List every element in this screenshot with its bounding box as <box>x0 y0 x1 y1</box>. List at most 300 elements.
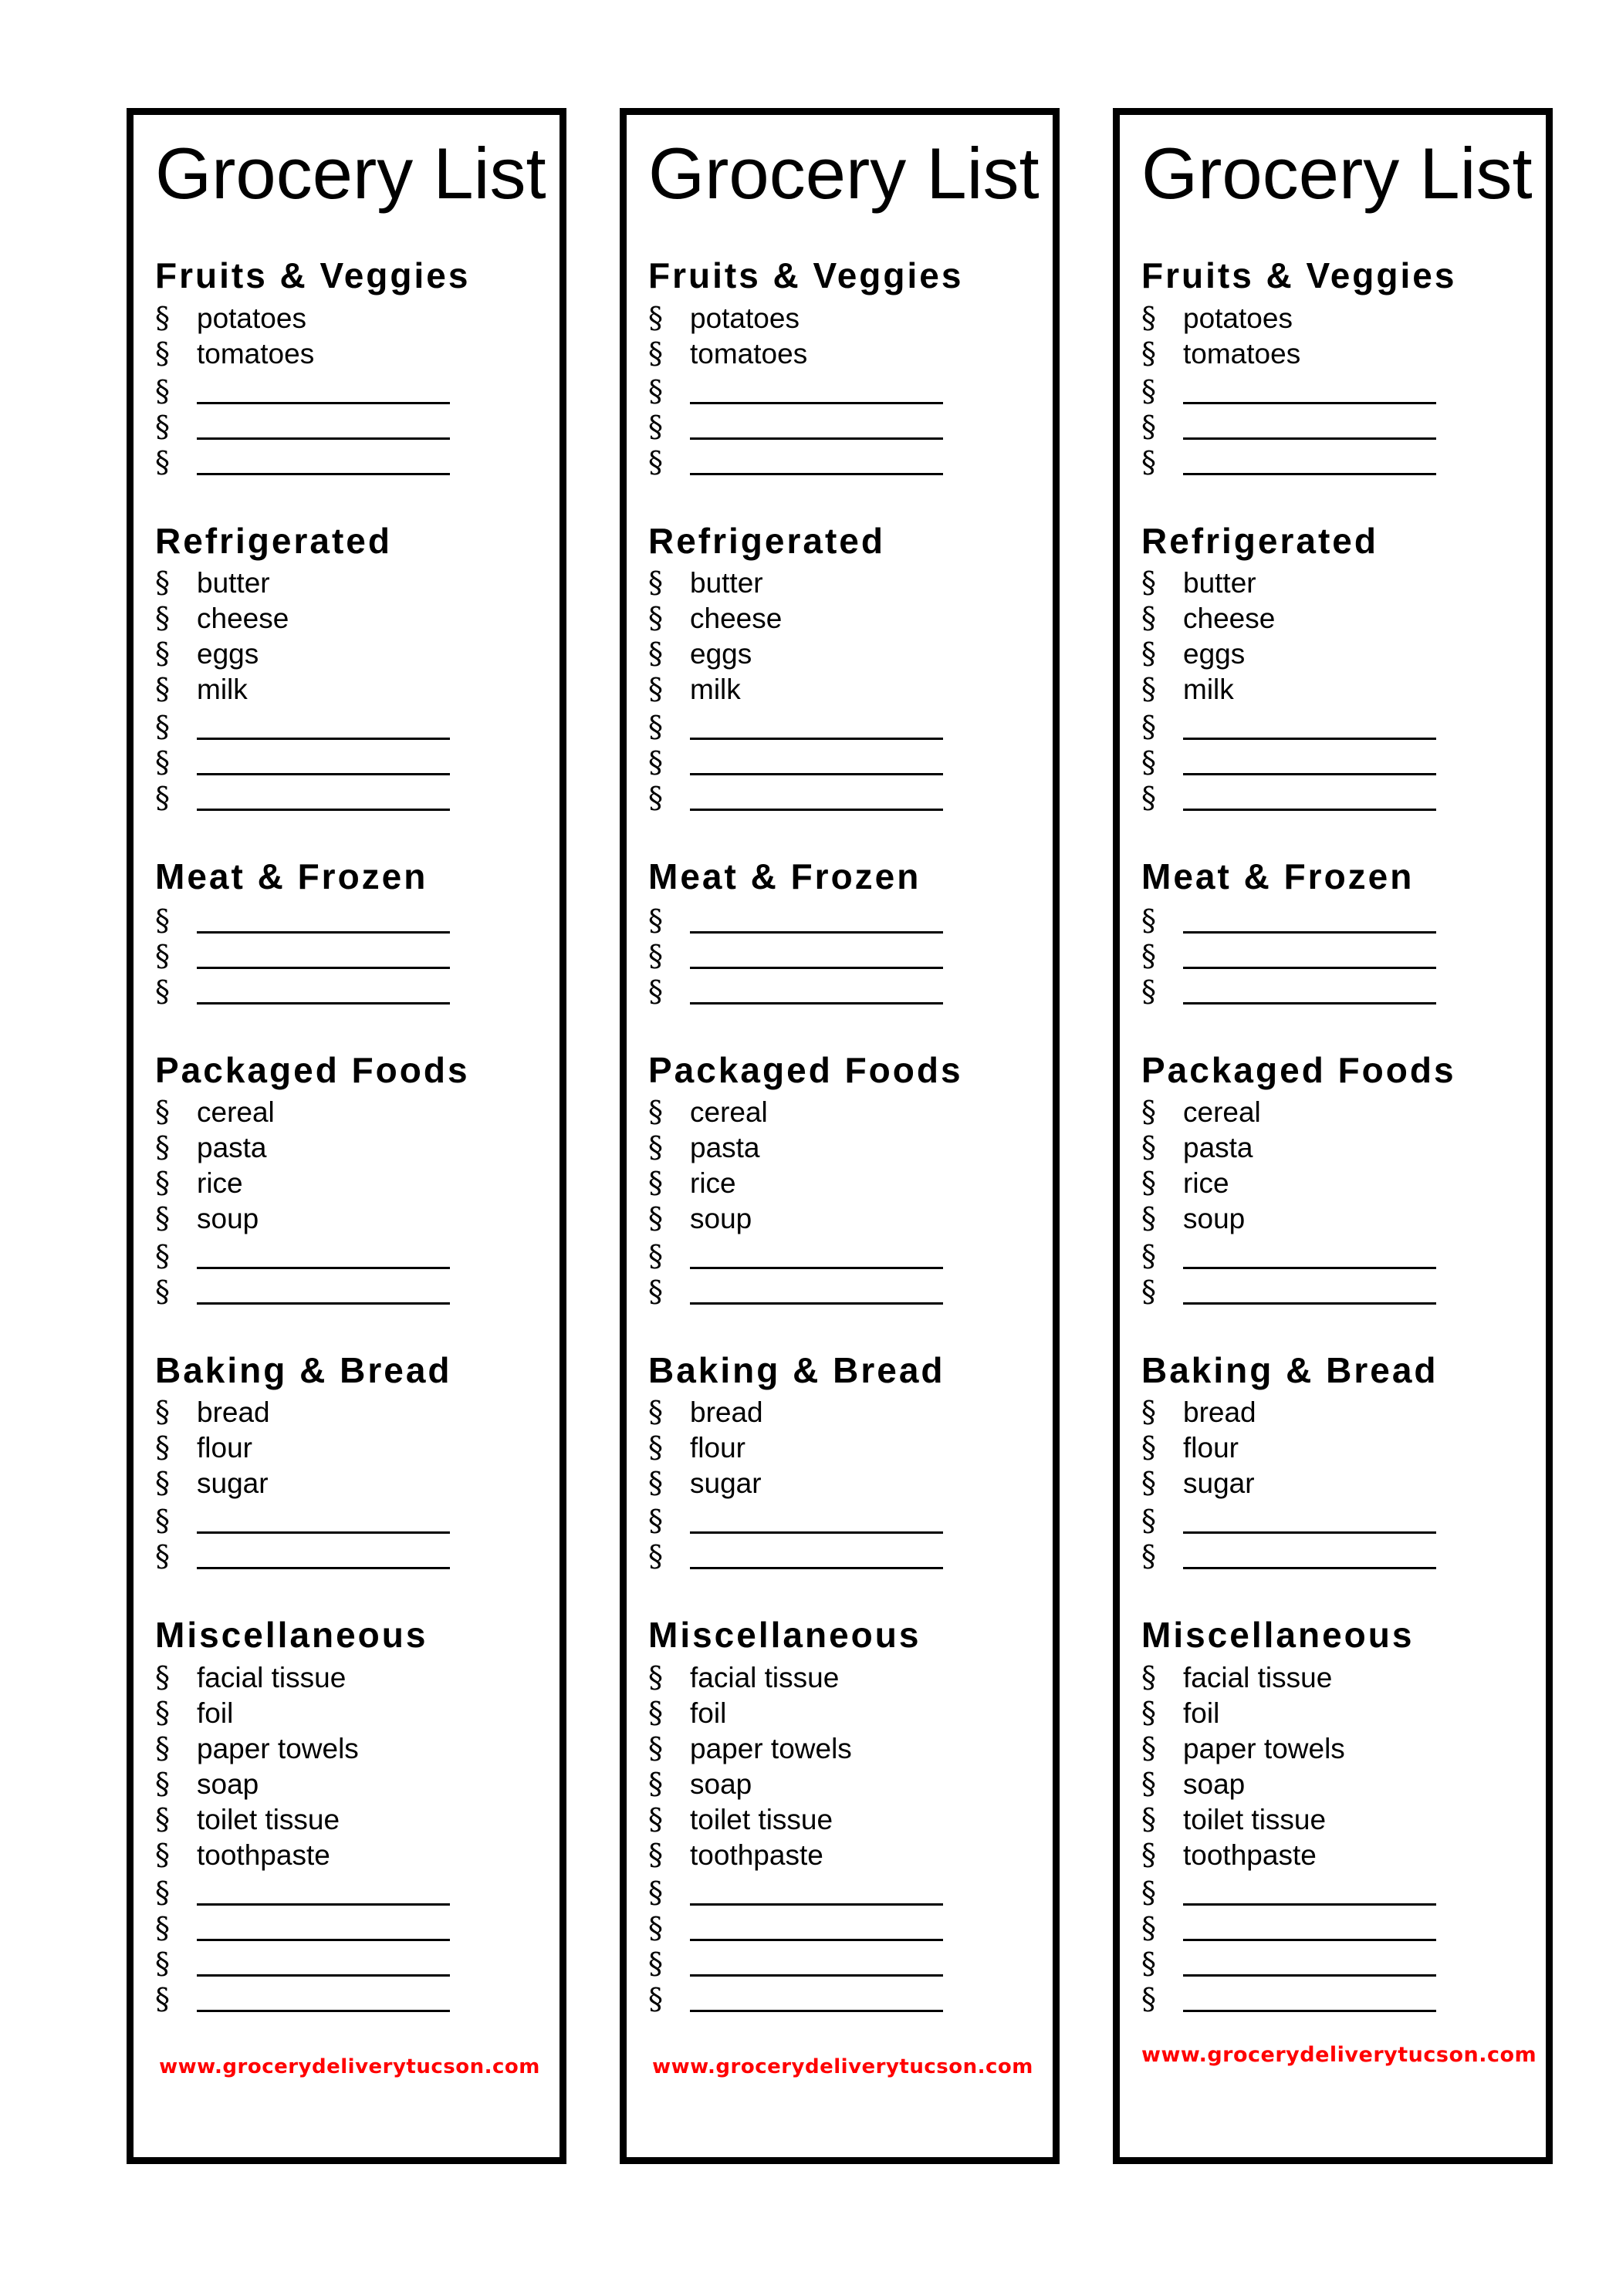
list-item <box>155 1696 544 1731</box>
section-sign-bullet-icon: § <box>648 600 663 635</box>
item-label: cheese <box>690 602 783 634</box>
card-title: Grocery List <box>1141 133 1533 214</box>
blank-list-item <box>1141 1980 1530 2015</box>
list-item <box>648 301 1037 336</box>
blank-list-item <box>155 372 544 407</box>
grocery-list-card <box>1113 108 1553 2164</box>
write-in-line <box>1183 1974 1436 1977</box>
section-sign-bullet-icon: § <box>155 780 170 815</box>
section-sign-bullet-icon: § <box>1141 1095 1156 1129</box>
item-label: toilet tissue <box>197 1803 340 1835</box>
blank-list-item <box>155 1272 544 1308</box>
section-sign-bullet-icon: § <box>155 1837 170 1872</box>
list-item <box>155 566 544 601</box>
item-label: rice <box>690 1167 736 1200</box>
list-item <box>648 1395 1037 1430</box>
blank-list-item <box>648 1237 1037 1272</box>
section-sign-bullet-icon: § <box>155 903 170 938</box>
section-title: Packaged Foods <box>648 1049 963 1090</box>
card-title: Grocery List <box>155 133 546 214</box>
section-sign-bullet-icon: § <box>1141 1466 1156 1501</box>
section-sign-bullet-icon: § <box>648 636 663 670</box>
list-item <box>1141 1095 1530 1130</box>
write-in-line <box>197 1567 450 1569</box>
section <box>1141 1614 1530 2014</box>
section-title: Meat & Frozen <box>1141 856 1415 896</box>
blank-list-item <box>648 972 1037 1008</box>
write-in-line <box>197 967 450 969</box>
item-label: tomatoes <box>1183 337 1301 370</box>
section-sign-bullet-icon: § <box>648 1466 663 1501</box>
item-label: toothpaste <box>197 1838 330 1871</box>
section-title: Refrigerated <box>648 520 885 561</box>
section-sign-bullet-icon: § <box>155 709 170 744</box>
section-sign-bullet-icon: § <box>155 1466 170 1501</box>
item-label: eggs <box>690 637 752 670</box>
write-in-line <box>197 402 450 404</box>
write-in-line <box>690 1302 943 1305</box>
write-in-line <box>690 1567 943 1569</box>
section-title: Fruits & Veggies <box>1141 255 1457 296</box>
section-items <box>1141 1095 1530 1308</box>
write-in-line <box>1183 1567 1436 1569</box>
list-item <box>648 1731 1037 1767</box>
list-item <box>1141 336 1530 372</box>
list-item <box>648 1696 1037 1731</box>
blank-list-item <box>1141 1909 1530 1944</box>
list-item <box>648 1130 1037 1166</box>
blank-list-item <box>1141 901 1530 937</box>
blank-list-item <box>155 1980 544 2015</box>
blank-list-item <box>155 407 544 443</box>
section-sign-bullet-icon: § <box>155 1275 170 1309</box>
list-item <box>155 1802 544 1838</box>
item-label: rice <box>197 1167 243 1200</box>
list-item <box>648 636 1037 672</box>
item-label: flour <box>690 1432 745 1464</box>
blank-list-item <box>155 443 544 478</box>
section <box>648 1349 1037 1572</box>
section-sign-bullet-icon: § <box>1141 1275 1156 1309</box>
section-sign-bullet-icon: § <box>648 409 663 444</box>
blank-list-item <box>1141 443 1530 478</box>
blank-list-item <box>1141 1237 1530 1272</box>
item-label: pasta <box>197 1132 267 1164</box>
blank-list-item <box>1141 972 1530 1008</box>
section-sign-bullet-icon: § <box>648 444 663 479</box>
section <box>155 1049 544 1308</box>
list-item <box>155 601 544 636</box>
item-label: flour <box>197 1432 252 1464</box>
section-sign-bullet-icon: § <box>1141 1981 1156 2016</box>
section-sign-bullet-icon: § <box>648 1095 663 1129</box>
item-label: foil <box>690 1697 727 1729</box>
section-sign-bullet-icon: § <box>648 1201 663 1236</box>
section-sign-bullet-icon: § <box>1141 1166 1156 1200</box>
section-title: Baking & Bread <box>1141 1350 1439 1391</box>
write-in-line <box>197 809 450 811</box>
section-items <box>155 1660 544 2015</box>
write-in-line <box>1183 931 1436 934</box>
section-items <box>1141 301 1530 478</box>
item-label: milk <box>690 673 741 705</box>
write-in-line <box>1183 1267 1436 1269</box>
item-label: soup <box>690 1203 752 1235</box>
section <box>155 1349 544 1572</box>
section-sign-bullet-icon: § <box>1141 1837 1156 1872</box>
write-in-line <box>197 473 450 475</box>
section-sign-bullet-icon: § <box>1141 409 1156 444</box>
section-sign-bullet-icon: § <box>155 1539 170 1574</box>
section-sign-bullet-icon: § <box>155 636 170 670</box>
blank-list-item <box>648 1873 1037 1909</box>
section-sign-bullet-icon: § <box>155 1201 170 1236</box>
section-sign-bullet-icon: § <box>1141 1539 1156 1574</box>
grocery-list-card <box>127 108 566 2164</box>
section-title: Meat & Frozen <box>648 856 921 896</box>
section-sign-bullet-icon: § <box>1141 1660 1156 1694</box>
grocery-list-card <box>620 108 1060 2164</box>
write-in-line <box>197 1302 450 1305</box>
write-in-line <box>690 738 943 740</box>
item-label: bread <box>690 1396 763 1429</box>
item-label: pasta <box>1183 1132 1253 1164</box>
list-item <box>1141 1201 1530 1237</box>
write-in-line <box>1183 473 1436 475</box>
section-sign-bullet-icon: § <box>155 1239 170 1274</box>
section <box>1141 255 1530 478</box>
section-sign-bullet-icon: § <box>648 1395 663 1430</box>
item-label: bread <box>197 1396 270 1429</box>
section-sign-bullet-icon: § <box>648 1837 663 1872</box>
card-sections <box>648 213 1037 2014</box>
blank-list-item <box>648 1944 1037 1980</box>
section-sign-bullet-icon: § <box>648 1730 663 1765</box>
blank-list-item <box>648 707 1037 743</box>
section-sign-bullet-icon: § <box>648 1239 663 1274</box>
item-label: toilet tissue <box>690 1803 833 1835</box>
write-in-line <box>197 437 450 440</box>
section-title: Fruits & Veggies <box>648 255 964 296</box>
section-sign-bullet-icon: § <box>648 974 663 1009</box>
list-item <box>155 1095 544 1130</box>
section <box>648 1049 1037 1308</box>
section-items <box>155 1395 544 1572</box>
section-title: Baking & Bread <box>155 1350 452 1391</box>
list-item <box>1141 566 1530 601</box>
section-sign-bullet-icon: § <box>1141 300 1156 335</box>
list-item <box>1141 1395 1530 1430</box>
section-sign-bullet-icon: § <box>1141 636 1156 670</box>
write-in-line <box>690 967 943 969</box>
blank-list-item <box>155 1537 544 1572</box>
section <box>1141 520 1530 814</box>
section-sign-bullet-icon: § <box>648 903 663 938</box>
item-label: butter <box>197 566 270 599</box>
section-sign-bullet-icon: § <box>155 409 170 444</box>
section <box>1141 1349 1530 1572</box>
blank-list-item <box>648 1501 1037 1537</box>
section-sign-bullet-icon: § <box>648 1504 663 1538</box>
item-label: soup <box>197 1203 259 1235</box>
section-sign-bullet-icon: § <box>648 1801 663 1836</box>
write-in-line <box>1183 809 1436 811</box>
list-item <box>648 1466 1037 1501</box>
card-sections <box>155 213 544 2014</box>
write-in-line <box>690 1974 943 1977</box>
list-item <box>648 1660 1037 1696</box>
write-in-line <box>197 1974 450 1977</box>
section-items <box>648 1660 1037 2015</box>
section-sign-bullet-icon: § <box>155 1504 170 1538</box>
section-sign-bullet-icon: § <box>155 444 170 479</box>
list-item <box>155 1166 544 1201</box>
write-in-line <box>197 738 450 740</box>
card-sections <box>1141 213 1530 2014</box>
write-in-line <box>197 2010 450 2012</box>
item-label: cheese <box>197 602 289 634</box>
section-sign-bullet-icon: § <box>155 1946 170 1980</box>
section-sign-bullet-icon: § <box>1141 709 1156 744</box>
write-in-line <box>1183 1002 1436 1004</box>
blank-list-item <box>1141 707 1530 743</box>
list-item <box>1141 636 1530 672</box>
section-sign-bullet-icon: § <box>1141 1875 1156 1909</box>
list-item <box>1141 1130 1530 1166</box>
write-in-line <box>197 1531 450 1534</box>
list-item <box>1141 672 1530 707</box>
section-sign-bullet-icon: § <box>648 1660 663 1694</box>
list-item <box>1141 301 1530 336</box>
section-sign-bullet-icon: § <box>1141 444 1156 479</box>
list-item <box>648 1802 1037 1838</box>
section <box>155 856 544 1008</box>
write-in-line <box>690 1903 943 1906</box>
write-in-line <box>1183 402 1436 404</box>
list-item <box>155 1767 544 1802</box>
blank-list-item <box>648 1980 1037 2015</box>
list-item <box>155 1395 544 1430</box>
blank-list-item <box>1141 372 1530 407</box>
blank-list-item <box>648 1909 1037 1944</box>
section-sign-bullet-icon: § <box>155 373 170 408</box>
list-item <box>1141 601 1530 636</box>
section-title: Miscellaneous <box>648 1615 921 1656</box>
footer-url: www.grocerydeliverytucson.com <box>652 2055 1033 2078</box>
section-sign-bullet-icon: § <box>155 1801 170 1836</box>
item-label: cheese <box>1183 602 1276 634</box>
item-label: potatoes <box>690 302 800 334</box>
blank-list-item <box>155 1909 544 1944</box>
blank-list-item <box>648 743 1037 778</box>
section-sign-bullet-icon: § <box>1141 336 1156 370</box>
blank-list-item <box>648 937 1037 972</box>
write-in-line <box>690 473 943 475</box>
section-items <box>1141 1660 1530 2015</box>
write-in-line <box>197 773 450 775</box>
section-title: Baking & Bread <box>648 1350 945 1391</box>
section-sign-bullet-icon: § <box>1141 1239 1156 1274</box>
item-label: milk <box>197 673 248 705</box>
item-label: cereal <box>197 1096 275 1129</box>
item-label: bread <box>1183 1396 1256 1429</box>
list-item <box>1141 1802 1530 1838</box>
section-sign-bullet-icon: § <box>648 1166 663 1200</box>
item-label: toilet tissue <box>1183 1803 1327 1835</box>
section-sign-bullet-icon: § <box>1141 1201 1156 1236</box>
section-sign-bullet-icon: § <box>648 780 663 815</box>
section-sign-bullet-icon: § <box>648 671 663 706</box>
section-sign-bullet-icon: § <box>155 1910 170 1945</box>
write-in-line <box>197 1002 450 1004</box>
write-in-line <box>1183 1939 1436 1941</box>
write-in-line <box>197 1903 450 1906</box>
section-items <box>155 901 544 1008</box>
section-sign-bullet-icon: § <box>648 336 663 370</box>
item-label: paper towels <box>690 1732 852 1764</box>
blank-list-item <box>648 901 1037 937</box>
section-sign-bullet-icon: § <box>1141 671 1156 706</box>
write-in-line <box>1183 967 1436 969</box>
list-item <box>648 1838 1037 1873</box>
blank-list-item <box>648 407 1037 443</box>
section-sign-bullet-icon: § <box>155 1166 170 1200</box>
section <box>648 856 1037 1008</box>
item-label: milk <box>1183 673 1234 705</box>
section-sign-bullet-icon: § <box>648 745 663 779</box>
section-items <box>648 301 1037 478</box>
write-in-line <box>690 1267 943 1269</box>
write-in-line <box>1183 773 1436 775</box>
section-sign-bullet-icon: § <box>648 939 663 974</box>
section-sign-bullet-icon: § <box>155 1130 170 1165</box>
item-label: eggs <box>1183 637 1246 670</box>
section-items <box>155 566 544 814</box>
blank-list-item <box>155 1501 544 1537</box>
section-sign-bullet-icon: § <box>648 709 663 744</box>
write-in-line <box>690 402 943 404</box>
list-item <box>1141 1466 1530 1501</box>
section-items <box>648 1095 1037 1308</box>
blank-list-item <box>648 1272 1037 1308</box>
section-sign-bullet-icon: § <box>1141 1910 1156 1945</box>
item-label: sugar <box>690 1467 762 1500</box>
list-item <box>155 1731 544 1767</box>
item-label: soup <box>1183 1203 1246 1235</box>
section-sign-bullet-icon: § <box>155 336 170 370</box>
section-title: Packaged Foods <box>1141 1049 1456 1090</box>
item-label: tomatoes <box>197 337 315 370</box>
item-label: paper towels <box>197 1732 359 1764</box>
section-sign-bullet-icon: § <box>155 1095 170 1129</box>
section-title: Refrigerated <box>155 520 392 561</box>
list-item <box>648 566 1037 601</box>
blank-list-item <box>1141 937 1530 972</box>
section-sign-bullet-icon: § <box>1141 1801 1156 1836</box>
blank-list-item <box>155 972 544 1008</box>
section-sign-bullet-icon: § <box>1141 1766 1156 1801</box>
section-sign-bullet-icon: § <box>155 300 170 335</box>
section-sign-bullet-icon: § <box>648 1910 663 1945</box>
section-title: Miscellaneous <box>155 1615 428 1656</box>
section-sign-bullet-icon: § <box>155 1430 170 1465</box>
write-in-line <box>1183 1302 1436 1305</box>
item-label: foil <box>1183 1697 1220 1729</box>
section-sign-bullet-icon: § <box>155 1395 170 1430</box>
item-label: facial tissue <box>1183 1661 1333 1693</box>
section-sign-bullet-icon: § <box>155 974 170 1009</box>
blank-list-item <box>155 778 544 814</box>
item-label: facial tissue <box>690 1661 840 1693</box>
card-title: Grocery List <box>648 133 1040 214</box>
write-in-line <box>690 2010 943 2012</box>
list-item <box>1141 1731 1530 1767</box>
item-label: butter <box>1183 566 1256 599</box>
list-item <box>648 672 1037 707</box>
write-in-line <box>690 437 943 440</box>
blank-list-item <box>1141 1501 1530 1537</box>
section-sign-bullet-icon: § <box>155 1660 170 1694</box>
section <box>1141 856 1530 1008</box>
section-sign-bullet-icon: § <box>648 300 663 335</box>
list-item <box>155 672 544 707</box>
section-title: Miscellaneous <box>1141 1615 1415 1656</box>
blank-list-item <box>648 372 1037 407</box>
item-label: butter <box>690 566 763 599</box>
section-sign-bullet-icon: § <box>648 373 663 408</box>
item-label: cereal <box>690 1096 768 1129</box>
section-sign-bullet-icon: § <box>155 745 170 779</box>
blank-list-item <box>648 778 1037 814</box>
item-label: eggs <box>197 637 259 670</box>
item-label: foil <box>197 1697 234 1729</box>
section-title: Refrigerated <box>1141 520 1378 561</box>
item-label: rice <box>1183 1167 1229 1200</box>
section-sign-bullet-icon: § <box>1141 565 1156 599</box>
section-items <box>648 901 1037 1008</box>
section-sign-bullet-icon: § <box>1141 1730 1156 1765</box>
list-item <box>1141 1767 1530 1802</box>
section <box>155 255 544 478</box>
section-sign-bullet-icon: § <box>1141 1946 1156 1980</box>
section-sign-bullet-icon: § <box>1141 1395 1156 1430</box>
blank-list-item <box>1141 1272 1530 1308</box>
list-item <box>155 1201 544 1237</box>
list-item <box>648 601 1037 636</box>
section-sign-bullet-icon: § <box>155 1875 170 1909</box>
section-sign-bullet-icon: § <box>1141 600 1156 635</box>
section-sign-bullet-icon: § <box>648 565 663 599</box>
item-label: flour <box>1183 1432 1239 1464</box>
list-item <box>155 1466 544 1501</box>
section-title: Fruits & Veggies <box>155 255 471 296</box>
item-label: potatoes <box>197 302 306 334</box>
section-sign-bullet-icon: § <box>1141 939 1156 974</box>
section-sign-bullet-icon: § <box>648 1695 663 1730</box>
blank-list-item <box>155 743 544 778</box>
section-sign-bullet-icon: § <box>648 1981 663 2016</box>
list-item <box>648 1430 1037 1466</box>
write-in-line <box>197 931 450 934</box>
list-item <box>648 1166 1037 1201</box>
section-sign-bullet-icon: § <box>1141 373 1156 408</box>
blank-list-item <box>1141 778 1530 814</box>
section <box>648 255 1037 478</box>
item-label: facial tissue <box>197 1661 347 1693</box>
item-label: soap <box>690 1768 752 1800</box>
section <box>648 1614 1037 2014</box>
section <box>648 520 1037 814</box>
